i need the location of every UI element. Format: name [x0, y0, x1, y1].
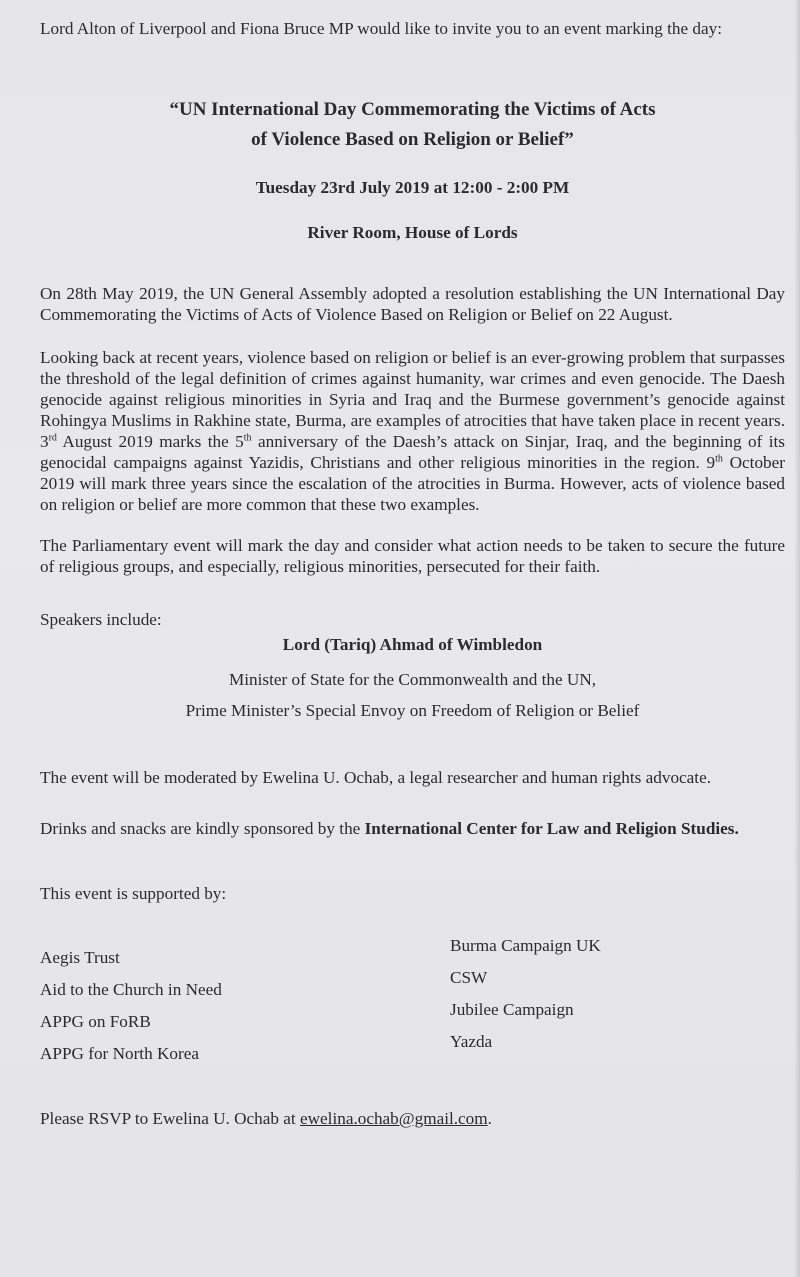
rsvp-suffix: . [487, 1109, 492, 1128]
para2-part-a: Looking back at recent years, violence based on religion or belief is an ever-growing problem that surpasses the threshold of the legal definition of crimes against humanity, war crimes and even genocide. The Daesh genocide against religious minorities in Syria and Iraq and the Burmese government’s genocide against Rohingya Muslims in Rakhine state, Burma, are examples of atrocities that have taken place in recent years. 3 [40, 348, 785, 451]
supporter-item: Burma Campaign UK [450, 936, 601, 955]
event-title-line2: of Violence Based on Religion or Belief” [251, 129, 574, 150]
rsvp-prefix: Please RSVP to Ewelina U. Ochab at [40, 1109, 300, 1128]
intro-text: Lord Alton of Liverpool and Fiona Bruce MP would like to invite you to an event marking the day: [40, 19, 722, 38]
event-date: Tuesday 23rd July 2019 at 12:00 - 2:00 PM [255, 178, 570, 197]
sponsor-text [40, 818, 785, 839]
event-venue: River Room, House of Lords [307, 223, 518, 242]
paragraph-background [40, 347, 785, 515]
supporter-item: Aegis Trust [40, 948, 120, 967]
page-fold-shadow [794, 0, 800, 1277]
supporter-item: APPG for North Korea [40, 1044, 199, 1063]
sponsor-name: International Center for Law and Religion Studies. [364, 819, 739, 838]
document-body [40, 18, 785, 1129]
supporter-item: CSW [450, 968, 488, 987]
supporter-item: Yazda [450, 1032, 493, 1051]
event-title-line1: “UN International Day Commemorating the Victims of Acts [169, 99, 656, 120]
supported-label: This event is supported by: [40, 884, 227, 903]
supporters-left-column [40, 942, 222, 1070]
supporters-right-column [450, 930, 601, 1058]
event-title [40, 95, 785, 155]
ordinal-rd: rd [48, 432, 57, 444]
ordinal-th-2: th [715, 453, 723, 465]
para2-part-b: August 2019 marks the 5 [56, 432, 244, 451]
paragraph-resolution: On 28th May 2019, the UN General Assembly adopted a resolution establishing the UN International Day Commemorating the Victims of Acts of Violence Based on Religion or Belief on 22 August. [40, 284, 785, 324]
rsvp-text [40, 1108, 785, 1129]
para2-part-d: October 2019 will mark three years since the escalation of the atrocities in Burma. However, acts of violence based on religion or belief are more common that these two examples. [40, 453, 785, 514]
speakers-label: Speakers include: [40, 610, 162, 629]
supporters-list [40, 930, 785, 1063]
rsvp-email-link[interactable]: ewelina.ochab@gmail.com [300, 1109, 488, 1128]
paragraph-purpose: The Parliamentary event will mark the day and consider what action needs to be taken to secure the future of religious groups, and especially, religious minorities, persecuted for their faith. [40, 536, 785, 576]
para2-part-c: anniversary of the Daesh’s attack on Sinjar, Iraq, and the beginning of its genocidal campaigns against Yazidis, Christians and other religious minorities in the region. 9 [40, 432, 785, 472]
speaker-role-2: Prime Minister’s Special Envoy on Freedom of Religion or Belief [185, 701, 640, 720]
moderator-text: The event will be moderated by Ewelina U. Ochab, a legal researcher and human rights advocate. [40, 768, 711, 787]
supporter-item: APPG on FoRB [40, 1012, 151, 1031]
supporter-item: Jubilee Campaign [450, 1000, 574, 1019]
sponsor-prefix: Drinks and snacks are kindly sponsored by the [40, 819, 365, 838]
ordinal-th-1: th [243, 432, 252, 444]
speaker-name: Lord (Tariq) Ahmad of Wimbledon [282, 635, 543, 654]
supporter-item: Aid to the Church in Need [40, 980, 222, 999]
speaker-role-1: Minister of State for the Commonwealth and the UN, [228, 670, 597, 689]
